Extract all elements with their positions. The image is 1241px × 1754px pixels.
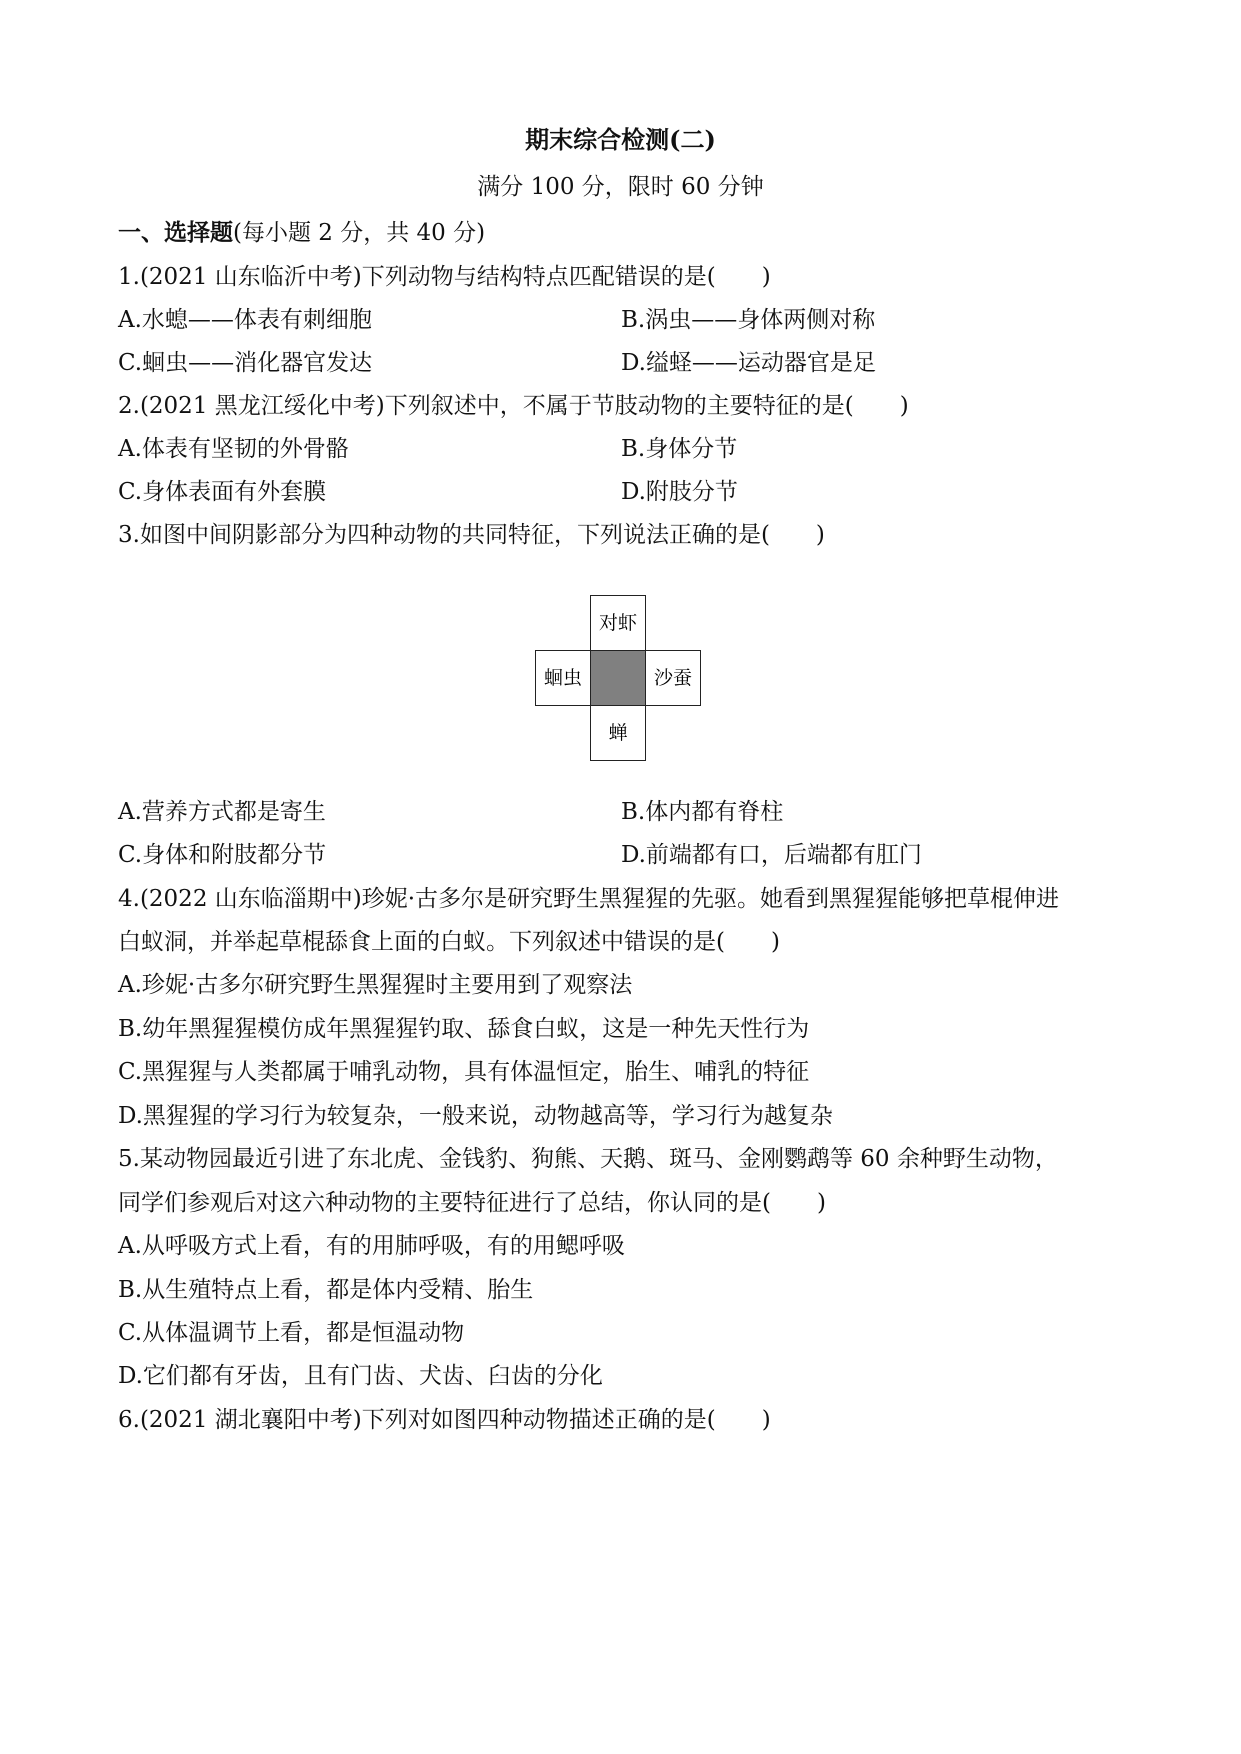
figure-label-left: 蛔虫 bbox=[543, 667, 583, 689]
q3-option-d: D.前端都有口，后端都有肛门 bbox=[621, 842, 922, 868]
q5-option-c: C.从体温调节上看，都是恒温动物 bbox=[118, 1320, 465, 1346]
q2-option-b: B.身体分节 bbox=[621, 436, 738, 462]
section-heading-note: (每小题 2 分，共 40 分) bbox=[233, 220, 486, 246]
q2-option-a: A.体表有坚韧的外骨骼 bbox=[118, 436, 349, 462]
q4-option-d: D.黑猩猩的学习行为较复杂，一般来说，动物越高等，学习行为越复杂 bbox=[118, 1103, 833, 1129]
q5-option-a: A.从呼吸方式上看，有的用肺呼吸，有的用鳃呼吸 bbox=[118, 1233, 625, 1259]
q3-stem: 3.如图中间阴影部分为四种动物的共同特征，下列说法正确的是( ) bbox=[118, 522, 825, 548]
section-heading bbox=[118, 218, 485, 248]
figure-label-bottom: 蝉 bbox=[608, 722, 628, 744]
q5-option-d: D.它们都有牙齿，且有门齿、犬齿、臼齿的分化 bbox=[118, 1363, 603, 1389]
figure-label-top: 对虾 bbox=[598, 612, 638, 634]
q1-option-b: B.涡虫——身体两侧对称 bbox=[621, 307, 876, 333]
q1-stem: 1.(2021 山东临沂中考)下列动物与结构特点匹配错误的是( ) bbox=[118, 264, 771, 290]
q3-option-b: B.体内都有脊柱 bbox=[621, 799, 784, 825]
q3-cross-figure bbox=[535, 595, 705, 765]
q2-stem: 2.(2021 黑龙江绥化中考)下列叙述中，不属于节肢动物的主要特征的是( ) bbox=[118, 393, 909, 419]
q3-option-a: A.营养方式都是寄生 bbox=[118, 799, 326, 825]
q2-option-c: C.身体表面有外套膜 bbox=[118, 479, 327, 505]
q1-option-a: A.水螅——体表有刺细胞 bbox=[118, 307, 372, 333]
q1-option-d: D.缢蛏——运动器官是足 bbox=[621, 350, 876, 376]
section-heading-label: 一、选择题 bbox=[118, 219, 233, 246]
q4-stem-line2: 白蚁洞，并举起草棍舔食上面的白蚁。下列叙述中错误的是( ) bbox=[118, 929, 780, 955]
q3-option-c: C.身体和附肢都分节 bbox=[118, 842, 327, 868]
q5-stem-line2: 同学们参观后对这六种动物的主要特征进行了总结，你认同的是( ) bbox=[118, 1190, 826, 1216]
page-subtitle: 满分 100 分，限时 60 分钟 bbox=[477, 174, 764, 200]
q2-option-d: D.附肢分节 bbox=[621, 479, 738, 505]
q1-option-c: C.蛔虫——消化器官发达 bbox=[118, 350, 373, 376]
q4-option-b: B.幼年黑猩猩模仿成年黑猩猩钓取、舔食白蚁，这是一种先天性行为 bbox=[118, 1016, 810, 1042]
q4-stem-line1: 4.(2022 山东临淄期中)珍妮·古多尔是研究野生黑猩猩的先驱。她看到黑猩猩能够把草棍伸进 bbox=[118, 886, 1060, 912]
page-title: 期末综合检测(二) bbox=[525, 125, 716, 154]
q5-option-b: B.从生殖特点上看，都是体内受精、胎生 bbox=[118, 1277, 534, 1303]
q6-stem: 6.(2021 湖北襄阳中考)下列对如图四种动物描述正确的是( ) bbox=[118, 1407, 771, 1433]
figure-shaded-center bbox=[591, 651, 646, 706]
q4-option-a: A.珍妮·古多尔研究野生黑猩猩时主要用到了观察法 bbox=[118, 972, 633, 998]
q4-option-c: C.黑猩猩与人类都属于哺乳动物，具有体温恒定，胎生、哺乳的特征 bbox=[118, 1059, 810, 1085]
figure-label-right: 沙蚕 bbox=[653, 667, 693, 689]
q5-stem-line1: 5.某动物园最近引进了东北虎、金钱豹、狗熊、天鹅、斑马、金刚鹦鹉等 60 余种野生动物， bbox=[118, 1146, 1058, 1172]
